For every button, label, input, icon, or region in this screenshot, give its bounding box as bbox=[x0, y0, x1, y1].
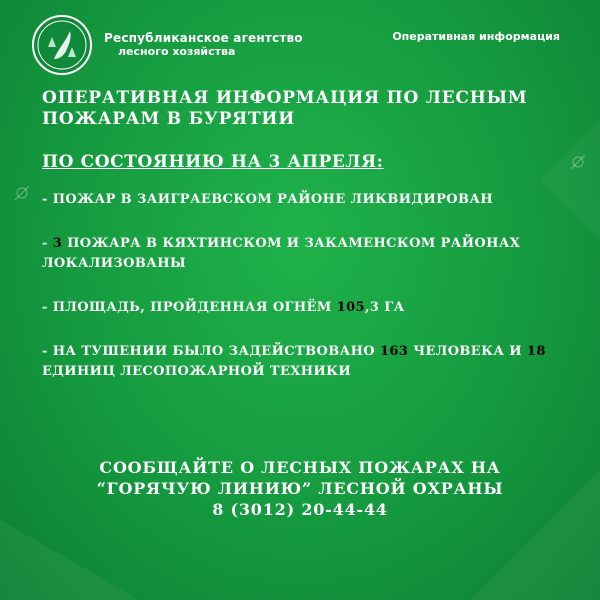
hotline-phone: 8 (3012) 20-44-44 bbox=[212, 500, 388, 519]
list-item bbox=[42, 234, 560, 274]
list-item bbox=[42, 298, 560, 318]
area-number: 105 bbox=[336, 300, 365, 315]
fire-count: 3 bbox=[52, 236, 63, 251]
item-prefix: - ПЛОЩАДЬ, ПРОЙДЕННАЯ ОГНЁМ bbox=[42, 300, 337, 315]
item-text: ПОЖАРА В КЯХТИНСКОМ И ЗАКАМЕНСКОМ РАЙОНАХ ЛОКАЛИЗОВАНЫ bbox=[42, 236, 521, 271]
item-prefix: - НА ТУШЕНИИ БЫЛО ЗАДЕЙСТВОВАНО bbox=[42, 344, 380, 359]
section-label: Оперативная информация bbox=[392, 30, 560, 43]
item-prefix: - bbox=[42, 236, 53, 251]
main-content bbox=[42, 88, 560, 406]
item-middle: ЧЕЛОВЕКА И bbox=[408, 344, 527, 359]
list-item bbox=[42, 190, 560, 210]
agency-name bbox=[104, 31, 303, 59]
people-count: 163 bbox=[379, 344, 409, 359]
item-text: - ПОЖАР В ЗАИГРАЕВСКОМ РАЙОНЕ ЛИКВИДИРОВАН bbox=[42, 192, 494, 207]
hotline-block bbox=[40, 457, 560, 520]
fire-info-list bbox=[42, 190, 560, 382]
date-subtitle: ПО СОСТОЯНИЮ НА 3 АПРЕЛЯ: bbox=[42, 152, 384, 172]
agency-name-line2: лесного хозяйства bbox=[118, 45, 236, 58]
baikal-seal-logo-icon bbox=[32, 15, 92, 75]
equipment-count: 18 bbox=[526, 344, 546, 359]
hotline-line1: СООБЩАЙТЕ О ЛЕСНЫХ ПОЖАРАХ НА bbox=[99, 458, 501, 477]
item-suffix: ,3 ГА bbox=[364, 300, 405, 315]
agency-name-line1: Республиканское агентство bbox=[104, 31, 303, 45]
item-suffix: ЕДИНИЦ ЛЕСОПОЖАРНОЙ ТЕХНИКИ bbox=[42, 364, 352, 379]
page-title: ОПЕРАТИВНАЯ ИНФОРМАЦИЯ ПО ЛЕСНЫМ ПОЖАРАМ В БУРЯТИИ bbox=[42, 88, 528, 129]
header bbox=[32, 14, 560, 76]
hotline-line2: “ГОРЯЧУЮ ЛИНИЮ” ЛЕСНОЙ ОХРАНЫ bbox=[96, 479, 504, 498]
list-item bbox=[42, 342, 560, 382]
